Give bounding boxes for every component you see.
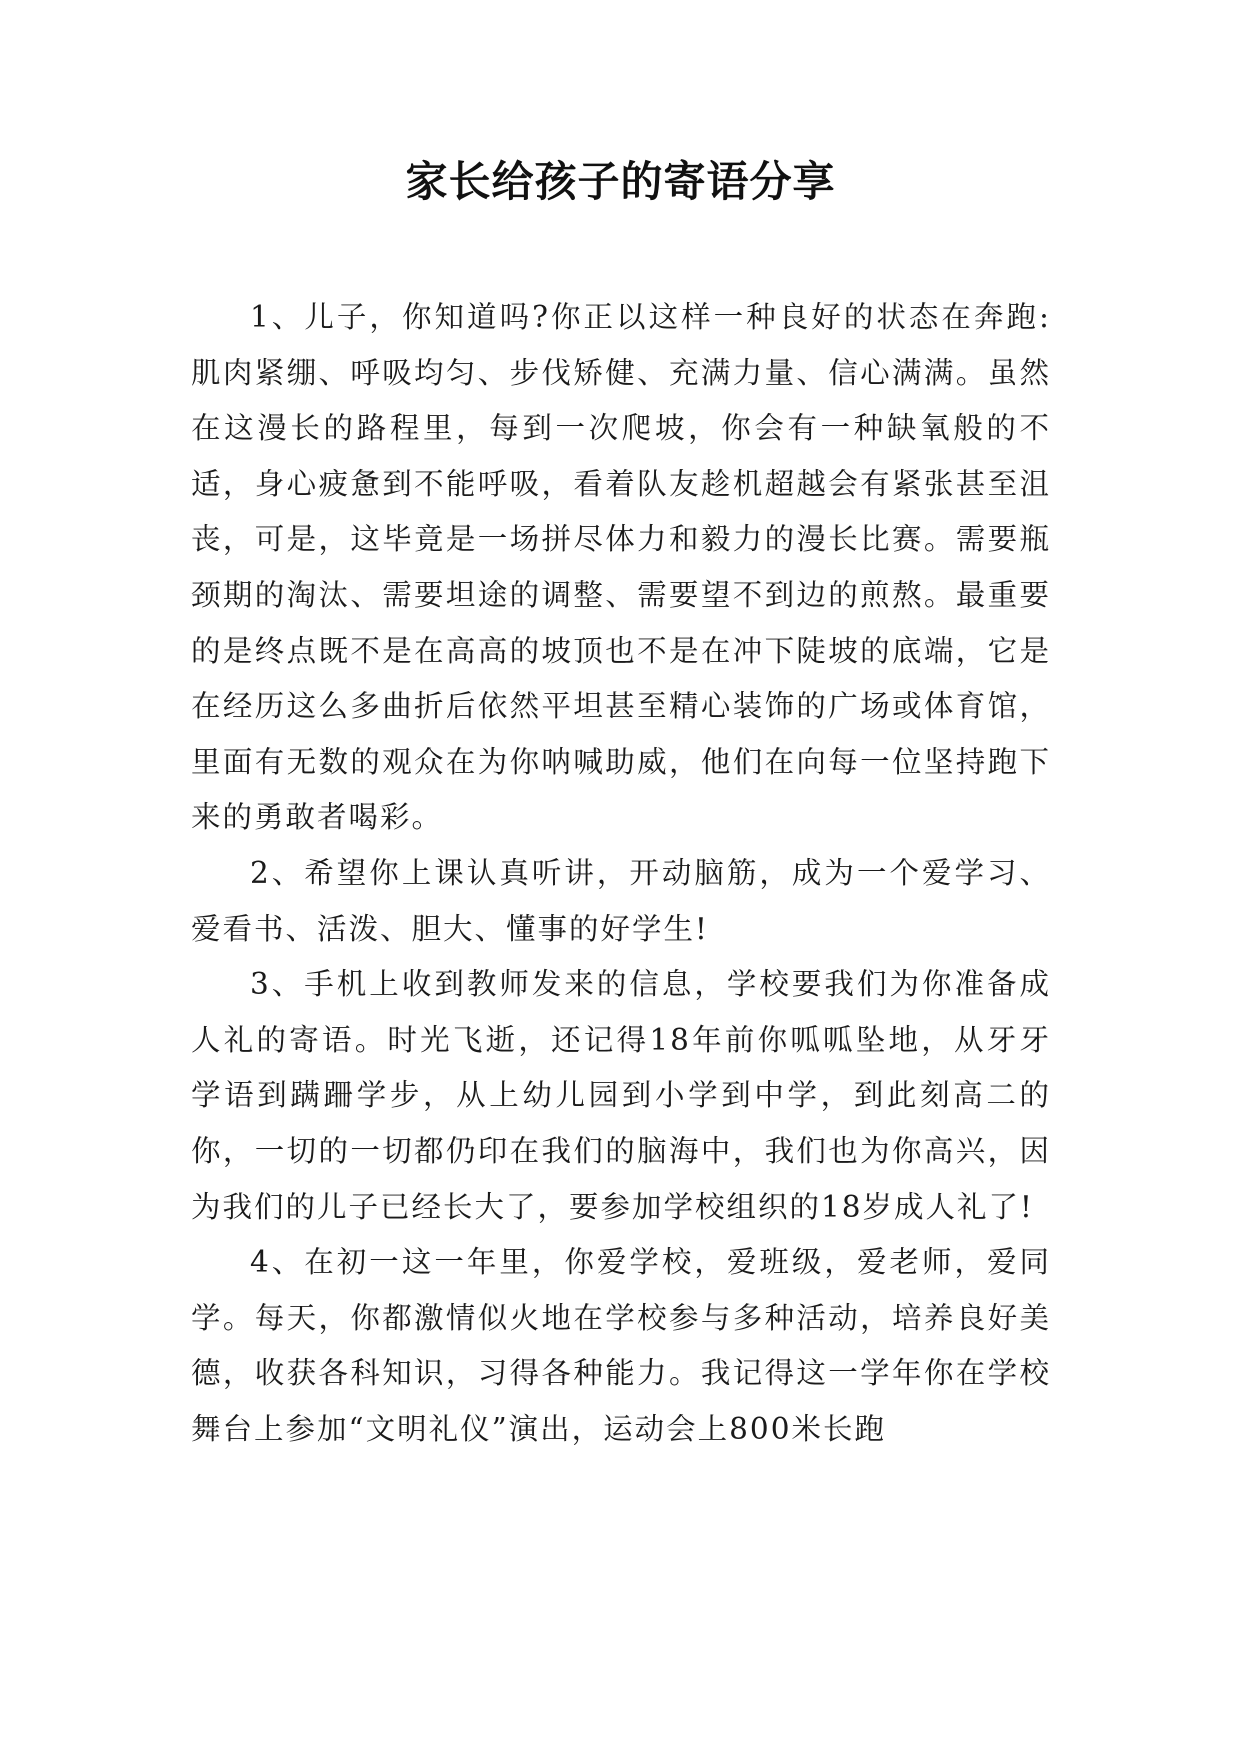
paragraph-2: 2、希望你上课认真听讲，开动脑筋，成为一个爱学习、爱看书、活泼、胆大、懂事的好学生!: [191, 855, 1051, 946]
paragraph-1: 1、儿子，你知道吗?你正以这样一种良好的状态在奔跑:肌肉紧绷、呼吸均匀、步伐矫健、充满力量、信心满满。虽然在这漫长的路程里，每到一次爬坡，你会有一种缺氧般的不适，身心疲惫到不能呼吸，看着队友趁机超越会有紧张甚至沮丧，可是，这毕竟是一场拼尽体力和毅力的漫长比赛。需要瓶颈期的淘汰、需要坦途的调整、需要望不到边的煎熬。最重要的是终点既不是在高高的坡顶也不是在冲下陡坡的底端，它是在经历这么多曲折后依然平坦甚至精心装饰的广场或体育馆，里面有无数的观众在为你呐喊助威，他们在向每一位坚持跑下来的勇敢者喝彩。: [191, 300, 1051, 835]
document-body: [191, 290, 1051, 1457]
document-title: 家长给孩子的寄语分享: [405, 157, 836, 206]
paragraph-3: 3、手机上收到教师发来的信息，学校要我们为你准备成人礼的寄语。时光飞逝，还记得18年前你呱呱坠地，从牙牙学语到蹒跚学步，从上幼儿园到小学到中学，到此刻高二的你，一切的一切都仍印在我们的脑海中，我们也为你高兴，因为我们的儿子已经长大了，要参加学校组织的18岁成人礼了!: [191, 967, 1051, 1224]
paragraph-4: 4、在初一这一年里，你爱学校，爱班级，爱老师，爱同学。每天，你都激情似火地在学校参与多种活动，培养良好美德，收获各科知识，习得各种能力。我记得这一学年你在学校舞台上参加“文明礼仪”演出，运动会上800米长跑: [191, 1245, 1051, 1446]
